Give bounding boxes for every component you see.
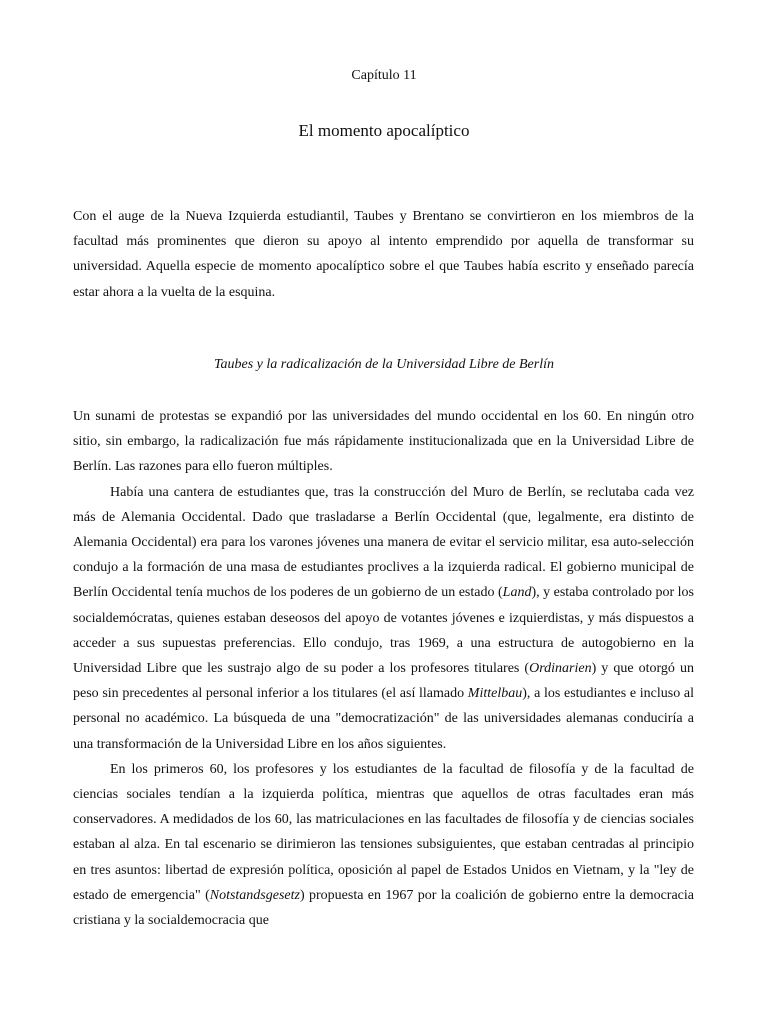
paragraph-3-text: En los primeros 60, los profesores y los estudiantes de la facultad de filosofía y de la facultad de ciencias sociales tendían a la izquierda política, mientras que aquellos de otras facultades eran más conservadores. A medidados de los 60, las matriculaciones en las facultades de filosofía y de ciencias sociales estaban al alza. En tal escenario se dirimieron las tensiones subsiguientes, que estaban centradas al principio en tres asuntos: libertad de expresión política, oposición al papel de Estados Unidos en Vietnam, y la "ley de estado de emergencia" ( bbox=[73, 761, 694, 903]
term-land: Land bbox=[502, 585, 532, 601]
chapter-label: Capítulo 11 bbox=[351, 68, 417, 83]
paragraph-2 bbox=[73, 480, 694, 757]
paragraph-3-text: ) propuesta en 1967 por la coalición de gobierno entre la democracia cristiana y la socialdemocracia que bbox=[73, 887, 694, 929]
paragraph-3 bbox=[73, 757, 694, 933]
term-ordinarien: Ordinarien bbox=[529, 661, 592, 677]
main-text-block bbox=[73, 404, 694, 933]
term-notstandsgesetz: Notstandsgesetz bbox=[209, 887, 300, 903]
intro-paragraph: Con el auge de la Nueva Izquierda estudiantil, Taubes y Brentano se convirtieron en los miembros de la facultad más prominentes que dieron su apoyo al intento emprendido por aquella de transformar su universidad. Aquella especie de momento apocalíptico sobre el que Taubes había escrito y enseñado parecía estar ahora a la vuelta de la esquina. bbox=[73, 209, 694, 300]
paragraph-2-text: ), a los estudiantes e incluso al personal no académico. La búsqueda de una "democratización" de las universidades alemanas conduciría a una transformación de la Universidad Libre en los años siguientes. bbox=[73, 686, 694, 752]
paragraph-1: Un sunami de protestas se expandió por las universidades del mundo occidental en los 60. En ningún otro sitio, sin embargo, la radicalización fue más rápidamente institucionalizada que en la Universidad Libre de Berlín. Las razones para ello fueron múltiples. bbox=[73, 409, 694, 475]
term-mittelbau: Mittelbau bbox=[467, 686, 523, 702]
paragraph-2-text: Había una cantera de estudiantes que, tras la construcción del Muro de Berlín, se reclutaba cada vez más de Alemania Occidental. Dado que trasladarse a Berlín Occidental (que, legalmente, era distinto de Alemania Occidental) era para los varones jóvenes una manera de evitar el servicio militar, esa auto-selección condujo a la formación de una masa de estudiantes proclives a la izquierda radical. El gobierno municipal de Berlín Occidental tenía muchos de los poderes de un gobierno de un estado ( bbox=[73, 484, 694, 601]
paragraph-2-text: ), y estaba controlado por los socialdemócratas, quienes estaban deseosos del apoyo de votantes jóvenes e izquierdistas, y más dispuestos a acceder a sus supuestas preferencias. Ello condujo, tras 1969, a una estructura de autogobierno en la Universidad Libre que les sustrajo algo de su poder a los profesores titulares ( bbox=[73, 585, 694, 677]
paragraph-2-text: ) y que otorgó un peso sin precedentes al personal inferior a los titulares (el así llamado bbox=[73, 661, 694, 702]
section-title: Taubes y la radicalización de la Universidad Libre de Berlín bbox=[214, 357, 554, 372]
chapter-title: El momento apocalíptico bbox=[298, 121, 470, 140]
intro-block bbox=[73, 204, 694, 305]
